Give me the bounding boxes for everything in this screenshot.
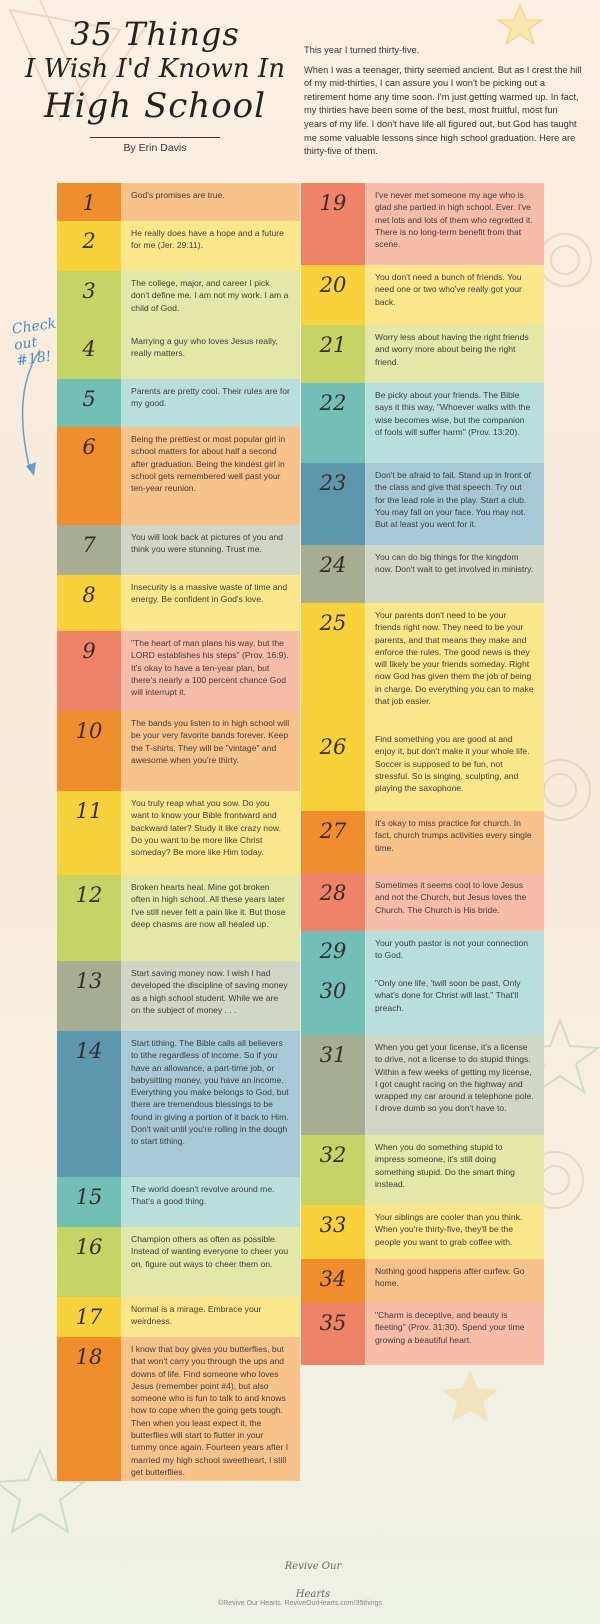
item-text: I've never met someone my age who is glad she partied in high school. Ever. I've met lots and lots of them who regretted it. There is no long-term benefit from that scene.: [365, 183, 544, 265]
item-number: 12: [57, 875, 121, 961]
list-item: [57, 711, 300, 791]
item-text: You don't need a bunch of friends. You need one or two who've really got your back.: [365, 265, 544, 325]
item-text: Your siblings are cooler than you think. When you're thirty-five, they'll be the people you want to grab coffee with.: [365, 1205, 544, 1259]
item-text: You will look back at pictures of you and think you were stunning. Trust me.: [121, 525, 300, 575]
item-number: 30: [301, 971, 365, 1035]
list-item: [301, 1205, 544, 1259]
list-item: [57, 961, 300, 1031]
item-number: 8: [57, 575, 121, 631]
item-text: Start saving money now. I wish I had developed the discipline of saving money as a high school student. While we are on the subject of money . . .: [121, 961, 300, 1031]
item-number: 33: [301, 1205, 365, 1259]
byline: By Erin Davis: [90, 137, 220, 154]
footer-credit: ©Revive Our Hearts. ReviveOurHearts.com/35things: [218, 1600, 382, 1607]
item-text: Don't be afraid to fail. Stand up in front of the class and give that speech. Try out for the lead role in the play. Start a club. You may fall on your face. You may not. But at least you went for it.: [365, 463, 544, 545]
list-item: [57, 1031, 300, 1177]
item-number: 7: [57, 525, 121, 575]
intro-text: [304, 44, 582, 165]
check-out-callout: Check out #18!: [10, 315, 58, 370]
item-text: "The heart of man plans his way, but the LORD establishes his steps" (Prov. 16:9). It's okay to have a ten-year plan, but there's nearly a 100 percent chance God will interrupt it.: [121, 631, 300, 711]
list-item: [301, 545, 544, 603]
item-number: 24: [301, 545, 365, 603]
list-item: [57, 221, 300, 271]
item-text: "Charm is deceptive, and beauty is fleeting" (Prov. 31:30). Spend your time growing a beautiful heart.: [365, 1303, 544, 1365]
item-text: He really does have a hope and a future for me (Jer. 29:11).: [121, 221, 300, 271]
item-text: When you get your license, it's a license to drive, not a license to do stupid things. Within a few weeks of getting my license, I got caught racing on the highway and wrapped my car around a telephone pole. I drove dumb so you don't have to.: [365, 1035, 544, 1135]
list-item: [57, 875, 300, 961]
list-item: [301, 265, 544, 325]
list-item: [301, 325, 544, 383]
page-title-line1: 35 Things: [70, 15, 240, 53]
list-item: [57, 631, 300, 711]
item-text: Being the prettiest or most popular girl in school matters for about half a second after graduation. Being the kindest girl in school gets remembered well past your ten-year reunion.: [121, 427, 300, 525]
item-number: 21: [301, 325, 365, 383]
item-text: I know that boy gives you butterflies, but that won't carry you through the ups and downs of life. Find someone who loves Jesus (remember point #4), but also someone who is fun to talk to and knows how to cope when the going gets tough. Then when you least expect it, the butterflies will start to flutter in your tummy once again. Fourteen years after I married my high school sweetheart, I still get butterflies.: [121, 1337, 300, 1481]
list-item: [57, 525, 300, 575]
item-text: Be picky about your friends. The Bible says it this way, "Whoever walks with the wise becomes wise, but the companion of fools will suffer harm" (Prov. 13:20).: [365, 383, 544, 463]
intro-paragraph: This year I turned thirty-five.: [304, 45, 420, 55]
list-item: [301, 183, 544, 265]
item-number: 25: [301, 603, 365, 727]
item-number: 23: [301, 463, 365, 545]
item-text: Insecurity is a massive waste of time and energy. Be confident in God's love.: [121, 575, 300, 631]
item-number: 35: [301, 1303, 365, 1365]
item-number: 19: [301, 183, 365, 265]
list-item: [301, 603, 544, 727]
list-item: [57, 329, 300, 379]
item-number: 9: [57, 631, 121, 711]
item-text: Normal is a mirage. Embrace your weirdness.: [121, 1297, 300, 1337]
item-text: "Only one life, 'twill soon be past, Only what's done for Christ will last." That'll preach.: [365, 971, 544, 1035]
item-number: 28: [301, 873, 365, 931]
revive-our-hearts-logo: Revive Our Hearts: [284, 1561, 342, 1600]
star-icon: [498, 5, 542, 44]
item-number: 31: [301, 1035, 365, 1135]
list-item: [57, 183, 300, 221]
list-item: [301, 1259, 544, 1303]
list-item: [57, 575, 300, 631]
item-number: 1: [57, 183, 121, 221]
list-item: [301, 383, 544, 463]
list-item: [301, 727, 544, 811]
left-column: [57, 183, 300, 1481]
item-number: 13: [57, 961, 121, 1031]
item-text: Nothing good happens after curfew. Go home.: [365, 1259, 544, 1303]
item-number: 29: [301, 931, 365, 971]
item-text: Your parents don't need to be your friends right now. They need to be your parents, and that means they make and enforce the rules. The good news is they will likely be your friends someday. Right now God has given them the job of being in charge. Do everything you can to make that job easier.: [365, 603, 544, 727]
list-item: [301, 1135, 544, 1205]
list-item: [57, 791, 300, 875]
item-number: 6: [57, 427, 121, 525]
item-text: When you do something stupid to impress someone, it's still doing something stupid. Do the smart thing instead.: [365, 1135, 544, 1205]
list-item: [301, 1035, 544, 1135]
list-item: [57, 427, 300, 525]
list-item: [57, 1337, 300, 1481]
item-text: Start tithing. The Bible calls all believers to tithe regardless of income. So if you have an allowance, a part-time job, or babysitting money, you have an income. Everything you make belongs to God, but there are tremendous blessings to be found in giving a portion of it back to Him. Don't wait until you're rolling in the dough to start tithing.: [121, 1031, 300, 1177]
item-number: 11: [57, 791, 121, 875]
list-item: [301, 873, 544, 931]
list-item: [57, 271, 300, 329]
item-text: The world doesn't revolve around me. That's a good thing.: [121, 1177, 300, 1227]
item-number: 26: [301, 727, 365, 811]
item-number: 10: [57, 711, 121, 791]
item-text: Champion others as often as possible. Instead of wanting everyone to cheer you on, figure out ways to cheer them on.: [121, 1227, 300, 1297]
title-block: [20, 15, 290, 154]
intro-paragraph: When I was a teenager, thirty seemed ancient. But as I crest the hill of my mid-thirties, I can assure you I won't be picking out a retirement home any time soon. I'm just getting warmed up. In fact, my thirties have been some of the best, most fruitful, most fun years of my life. I don't have life all figured out, but God has taught me some valuable lessons since high school graduation. Here are thirty-five of them.: [304, 64, 582, 157]
list-item: [57, 1297, 300, 1337]
item-number: 16: [57, 1227, 121, 1297]
item-number: 2: [57, 221, 121, 271]
page-title-line2: I Wish I'd Known In: [25, 53, 285, 84]
item-text: You can do big things for the kingdom now. Don't wait to get involved in ministry.: [365, 545, 544, 603]
item-number: 27: [301, 811, 365, 873]
item-number: 15: [57, 1177, 121, 1227]
item-number: 3: [57, 271, 121, 329]
item-text: Worry less about having the right friends and worry more about being the right friend.: [365, 325, 544, 383]
item-text: It's okay to miss practice for church. In fact, church trumps activities every single time.: [365, 811, 544, 873]
list-item: [57, 379, 300, 427]
list-item: [301, 971, 544, 1035]
item-number: 17: [57, 1297, 121, 1337]
item-number: 20: [301, 265, 365, 325]
item-text: You truly reap what you sow. Do you want to know your Bible frontward and backward later? Study it like crazy now. Do you want to be more like Christ someday? Be more like Him today.: [121, 791, 300, 875]
page-title-line3: High School: [43, 85, 267, 126]
item-text: Parents are pretty cool. Their rules are for my good.: [121, 379, 300, 427]
list-item: [301, 931, 544, 971]
list-item: [57, 1177, 300, 1227]
item-text: Find something you are good at and enjoy it, but don't make it your whole life. Soccer is supposed to be fun, not stressful. So is singing, sculpting, and playing the saxophone.: [365, 727, 544, 811]
item-number: 14: [57, 1031, 121, 1177]
list-item: [301, 1303, 544, 1365]
item-number: 5: [57, 379, 121, 427]
item-number: 32: [301, 1135, 365, 1205]
item-text: The college, major, and career I pick don't define me. I am not my work. I am a child of God.: [121, 271, 300, 329]
item-number: 4: [57, 329, 121, 379]
item-text: Broken hearts heal. Mine got broken often in high school. All these years later I've still never felt a pain like it. But those deep chasms are now all healed up.: [121, 875, 300, 961]
list-item: [301, 811, 544, 873]
item-number: 22: [301, 383, 365, 463]
item-text: Your youth pastor is not your connection to God.: [365, 931, 544, 971]
item-text: Sometimes it seems cool to love Jesus and not the Church, but Jesus loves the Church. The Church is His bride.: [365, 873, 544, 931]
item-text: God's promises are true.: [121, 183, 300, 221]
item-number: 18: [57, 1337, 121, 1481]
item-text: The bands you listen to in high school will be your very favorite bands forever. Keep the T-shirts. They will be "vintage" and awesome when you're thirty.: [121, 711, 300, 791]
right-column: [301, 183, 544, 1365]
list-item: [57, 1227, 300, 1297]
list-item: [301, 463, 544, 545]
item-number: 34: [301, 1259, 365, 1303]
item-text: Marrying a guy who loves Jesus really, really matters.: [121, 329, 300, 379]
